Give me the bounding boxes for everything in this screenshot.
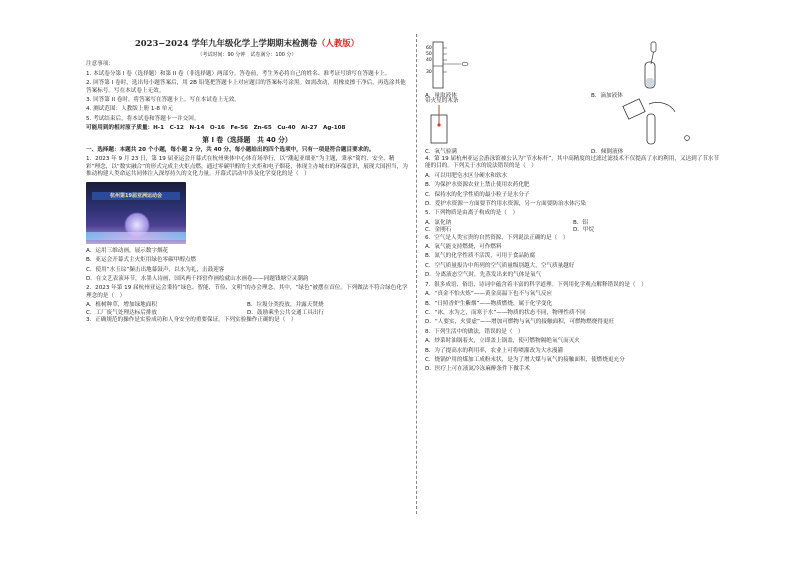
q2-option: D．鼓励乘坐公共交通工具出行 [247,309,325,316]
q1-option: B．亚运会开幕式主火炬用绿色零碳甲醇点燃 [86,257,197,264]
note-item: 4. 测试范围：人教版上册 1-8 单元 [86,106,173,113]
dropper-tube-icon [591,40,721,90]
q5-stem: 5．下列物质是由离子构成的是（ ） [425,210,519,217]
q4-option: C．保持水的化学性质的最小粒子是水分子 [425,191,530,198]
exam-meta: （考试时间：90 分钟 试卷满分：100 分） [197,52,297,58]
q2-option: B．垃圾分类投放，并露天焚烧 [247,302,324,309]
q1-option: A．运用三维动画，展示数字烟花 [86,247,169,254]
scale-50: 50 [426,52,432,57]
section-title: 第 I 卷（选择题 共 40 分） [202,135,292,144]
q6-option: D．分离液态空气时，先蒸发出来的气体是氧气 [425,272,542,279]
q5-options [425,220,721,235]
q2-option: C．工厂废气处理达标后排放 [86,309,158,316]
q3-stem: 3．正确规范的操作是实验成功和人身安全的重要保证。下列实验操作正确的是（ ） [86,316,297,323]
section-instruction: 一、选择题：本题共 20 个小题，每小题 2 分，共 40 分。每小题给出的四个选项中，只有一项是符合题目要求的。 [86,147,375,154]
q1-stem: 1．2023 年 9 月 23 日，第 19 届亚运会开幕式在杭州奥体中心体育场举行，以“潮起亚细亚”为主题，秉承“简约、安全、精彩”理念，以“数实融合”的形式完成主火炬点燃，通过零碳甲醇的主火炬和电子烟花，体现主办城市的环保意识，展现大国担当，为推动构建人类命运共同体注入深厚持久的文化力量。开幕式活动中涉及化学变化的是（ ） [86,156,408,178]
scale-60: 60 [426,46,432,51]
q2-option: A．植树种草，增加绿地面积 [86,302,157,309]
q8-option: D．医疗上可在液氮冷冻麻醉条件下做手术 [425,366,530,373]
q8-option: A．炒菜时油锅着火，立即盖上锅盖，使可燃物隔绝氧气而灭火 [425,338,580,345]
q7-option: B．“日照香炉生紫烟”——物质燃烧，属于化学变化 [425,300,553,307]
figure-c-label: C．氧气验满 [425,148,457,155]
photo-wave [86,232,186,240]
column-divider [416,34,417,514]
q7-stem: 7．很多成语、俗语、诗词中蕴含着丰富的科学道理。下列用化学观点解释错误的是（ ） [425,281,647,288]
q4-option: B．为保护水资源农业上禁止使用农药化肥 [425,182,530,189]
photo-banner: 杭州第19届亚洲运动会 [92,192,180,200]
q8-stem: 8．下列生活中的做法，错误的是（ ） [425,328,524,335]
figure-drop-liquid [591,40,721,100]
q4-option: D．爱护水资源一方面要节约用水资源，另一方面要防治水体污染 [425,201,586,208]
q4-stem: 4．第 19 届杭州亚运会游泳馆被公认为“节水标杆”，其中高精度的过滤过滤技术不仅提高了水的利用，又达到了节水节能的目的。下列关于水的说法错误的是（ ） [425,156,720,170]
opening-ceremony-photo [86,182,186,244]
figure-measure-liquid [425,40,555,100]
q5-option: B．铝 [573,219,589,226]
atomic-masses: 可能用到的相对原子质量：H-1 C-12 N-14 O-16 Fe-56 Zn-65 Cu-40 Al-27 Ag-108 [86,125,346,132]
pour-bottle-icon [591,98,721,146]
figure-c-caption: 带火星的木条 [425,98,459,104]
q7-option: A．“真金不怕火炼”——黄金高温下也不与氧气反应 [425,291,553,298]
q6-option: C．空气质量报告中所列的空气质量级别越大，空气质量越好 [425,262,575,269]
q8-option: C．烧锅炉用的煤加工成粉末状，是为了增大煤与氧气的接触面积，使燃烧更充分 [425,356,625,363]
exam-title [86,38,408,49]
note-item: 5. 考试结束后，将本试卷和答题卡一并交回。 [86,115,200,122]
q6-stem: 6．空气是人类宝贵的自然资源，下列说法正确的是（ ） [425,234,569,241]
q8-option: B．为了提高水的利用率，农业上可将喷灌改为大水漫灌 [425,347,564,354]
figure-d-label: D．倾倒液体 [591,149,624,156]
q2-stem: 2．2023 年第 19 届杭州亚运会秉持“绿色、智能、节俭、文明”的办会理念，其中，“绿色”被摆在首位。下列做法不符合绿色化学理念的是（ ） [86,285,408,299]
q7-option: C．“冰，水为之，而寒于水”——物质的状态不同，物理性质不同 [425,309,586,316]
q5-option: A．氯化钠 [425,219,452,226]
q1-option: D．在文艺表演环节，水墨人诗画，国风两千择窑作画绘就山水画卷——同题钱塘空灵潮韵 [86,275,309,282]
figure-oxygen-test [425,98,555,154]
left-column [86,36,408,326]
q5-option: C．金刚石 [425,227,452,234]
q5-option: D．甲烷 [573,227,595,234]
figure-pour-liquid [591,98,721,154]
q6-option: A．氧气能支持燃烧，可作燃料 [425,244,502,251]
scale-40: 40 [426,58,432,63]
q2-options [86,302,408,317]
q7-option: D．“人要实，火要虚”——增加可燃物与氧气的接触面积，可燃物燃烧得更旺 [425,319,615,326]
q4-option: A．可以用肥皂水区分硬水和软水 [425,172,508,179]
note-item: 2. 回答第 I 卷时，选出每小题答案后，用 2B 铅笔把答题卡上对应题目的答案标号涂黑。如需改动，用橡皮擦干净后，再选涂其他答案标号。写在本试卷上无效。 [86,80,406,94]
q6-option: B．氮气的化学性质不活泼，可用于食品防腐 [425,253,536,260]
graduated-cylinder-icon [425,40,555,90]
title-tag: （人教版） [317,38,360,48]
note-item: 1. 本试卷分第 I 卷（选择题）和第 II 卷（非选择题）两部分。答卷前，考生务必将自己的姓名、准考证号填写在答题卡上。 [86,70,391,77]
q3-figures-top [425,40,721,100]
gas-bottle-icon [425,105,555,145]
figure-a-label: A．量取液体 [425,93,457,100]
right-column [425,40,721,376]
figure-b-label: B．滴加液体 [591,93,623,100]
title-main: 2023−2024 学年九年级化学上学期期末检测卷 [134,38,318,48]
notes-heading: 注意事项： [86,61,114,68]
note-item: 3. 回答第 II 卷时，将答案写在答题卡上。写在本试卷上无效。 [86,97,240,104]
q3-figures-bottom [425,98,721,154]
q1-option: C．使用“水玉琮”撷击出地幕鼓声，以水为礼，击鼓迎客 [86,266,225,273]
scale-30: 30 [426,70,432,75]
